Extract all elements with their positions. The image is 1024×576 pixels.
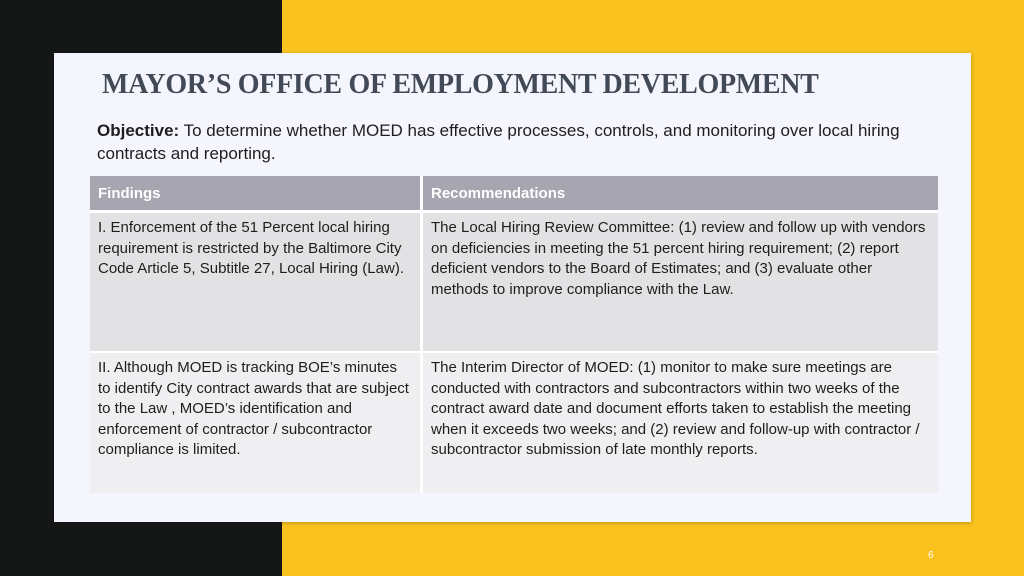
finding-cell: I. Enforcement of the 51 Percent local hiring requirement is restricted by the Baltimore City Code Article 5, Subtitle 27, Local Hiring (Law). (90, 212, 422, 353)
objective-text: To determine whether MOED has effective processes, controls, and monitoring over local hiring contracts and reporting. (97, 121, 900, 163)
page-title: MAYOR’S OFFICE OF EMPLOYMENT DEVELOPMENT (102, 69, 819, 100)
recommendation-cell: The Interim Director of MOED: (1) monitor to make sure meetings are conducted with contractors and subcontractors within two weeks of the contract award date and document efforts taken to establish the meeting when it exceeds two weeks; and (2) review and follow-up with contractor / subcontractor submission of late monthly reports. (422, 352, 939, 493)
objective-label: Objective: (97, 121, 180, 140)
recommendation-cell: The Local Hiring Review Committee: (1) review and follow up with vendors on deficiencies in meeting the 51 percent hiring requirement; (2) report deficient vendors to the Board of Estimates; and (3) evaluate other methods to improve compliance with the Law. (422, 212, 939, 353)
finding-cell: II. Although MOED is tracking BOE’s minutes to identify City contract awards that are subject to the Law , MOED’s identification and enforcement of contractor / subcontractor compliance is limited. (90, 352, 422, 493)
findings-header: Findings (90, 176, 422, 212)
table-header-row (90, 176, 938, 212)
page-number: 6 (928, 550, 934, 561)
table-row (90, 212, 938, 353)
recommendations-header: Recommendations (422, 176, 939, 212)
findings-table (90, 176, 938, 493)
objective-statement (97, 119, 927, 165)
content-card (54, 53, 971, 522)
table-row (90, 352, 938, 493)
